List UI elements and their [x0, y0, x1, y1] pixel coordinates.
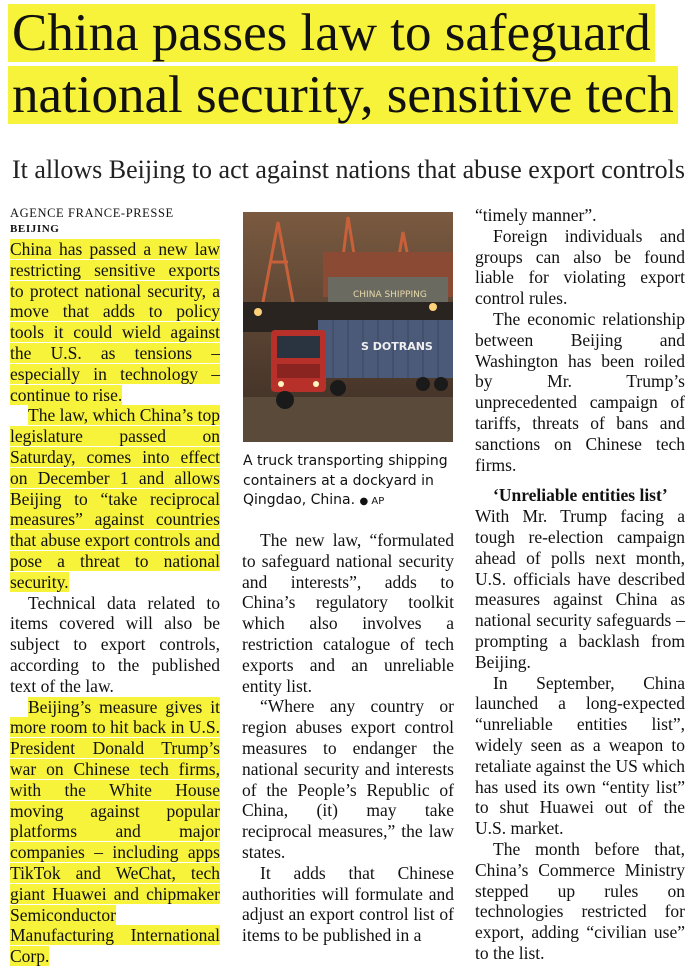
byline: AGENCE FRANCE-PRESSE	[10, 206, 174, 220]
article-column-2	[242, 530, 454, 946]
headline	[8, 2, 688, 126]
paragraph-export-list: It adds that Chinese authorities will formulate and adjust an export control list of items to be published in a	[242, 862, 454, 946]
article-column-3	[475, 205, 685, 964]
dateline: BEIJING	[10, 223, 60, 235]
paragraph-technical-data: Technical data related to items covered will also be subject to export controls, according to the published text of the law.	[10, 592, 220, 696]
photo-caption: A truck transporting shipping containers at a dockyard in Qingdao, China. ● AP	[243, 453, 448, 508]
news-photo	[243, 212, 453, 442]
paragraph-law-effect: The law, which China’s top legislature passed on Saturday, comes into effect on December 1 and allows Beijing to “take reciprocal measures” against countries that abuse export controls and pose a threat to national security.	[10, 405, 220, 592]
truck-photo-illustration	[243, 212, 453, 442]
paragraph-relationship: The economic relationship between Beijing and Washington has been roiled by Mr. Trump’s unprecedented campaign of tariffs, threats of bans and sanctions on Chinese tech firms.	[475, 308, 685, 475]
shipping-sign-text: CHINA SHIPPING	[353, 290, 427, 300]
paragraph-quote: “Where any country or region abuses export control measures to endanger the national security and interests of the People’s Republic of China, (it) may take reciprocal measures,” the law states.	[242, 696, 454, 862]
caption-text: A truck transporting shipping containers at a dockyard in Qingdao, China.	[243, 453, 448, 508]
article-column-1	[10, 205, 220, 967]
headline-line-1: China passes law to safeguard	[8, 4, 655, 62]
paragraph-september: In September, China launched a long-expected “unreliable entities list”, widely seen as a weapon to retaliate against the US which has used its own “entity list” to shut Huawei out of the U.S. market.	[475, 672, 685, 839]
section-subhead: ‘Unreliable entities list’	[493, 485, 668, 506]
paragraph-trump-war: Beijing’s measure gives it more room to hit back in U.S. President Donald Trump’s war on Chinese tech firms, with the White House moving against popular platforms and major companies – including apps TikTok and WeChat, tech giant Huawei and chipmaker Semiconductor Manufacturing International Corp.	[10, 696, 220, 967]
subheadline: It allows Beijing to act against nations that abuse export controls	[12, 155, 685, 184]
paragraph-commerce-ministry: The month before that, China’s Commerce Ministry stepped up rules on technologies restricted for export, adding “civilian use” to the list.	[475, 838, 685, 963]
paragraph-intro: China has passed a new law restricting sensitive exports to protect national security, a move that adds to policy tools it could wield against the U.S. as tensions – especially in technology – continue to rise.	[10, 239, 220, 405]
headline-line-2: national security, sensitive tech	[8, 66, 678, 124]
paragraph-timely-manner: “timely manner”.	[475, 205, 597, 225]
container-text: S DOTRANS	[361, 340, 433, 353]
paragraph-new-law: The new law, “formulated to safeguard national security and interests”, adds to China’s regulatory toolkit which also involves a restriction catalogue of tech exports and an unreliable entity list.	[242, 530, 454, 696]
paragraph-liability: Foreign individuals and groups can also be found liable for violating export control rules.	[475, 225, 685, 309]
paragraph-re-election: With Mr. Trump facing a tough re-election campaign ahead of polls next month, U.S. officials have described measures against China as national security safeguards – prompting a backlash from Beijing.	[475, 506, 685, 672]
photo-credit: AP	[371, 496, 385, 507]
